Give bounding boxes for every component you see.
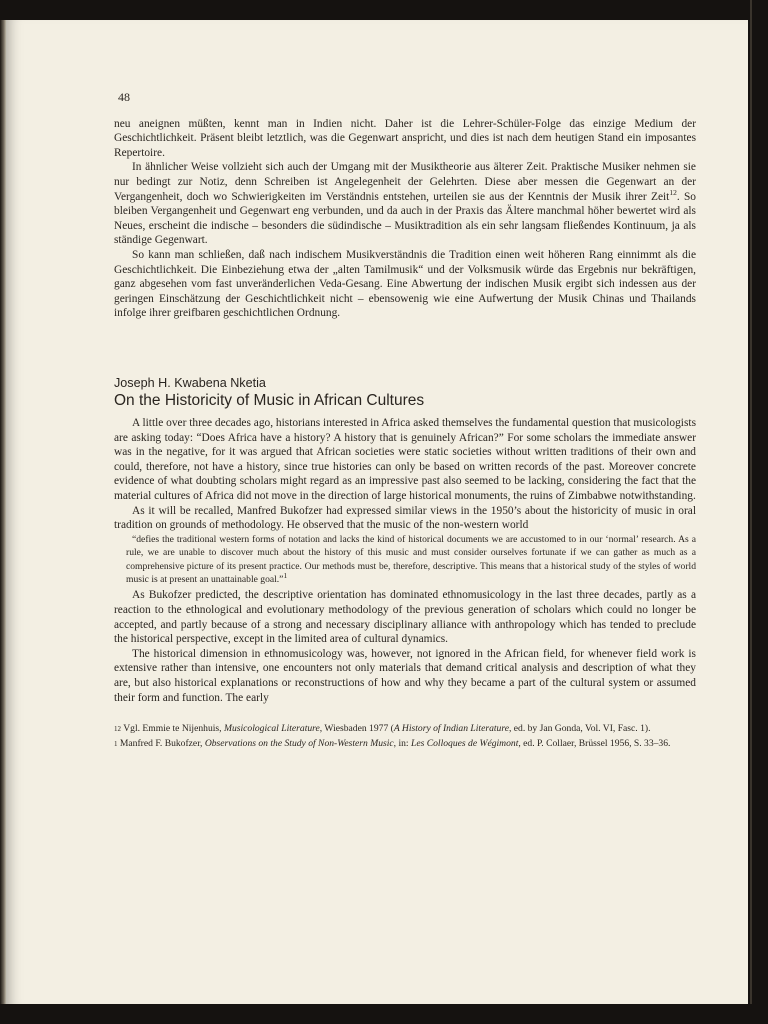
- block-quote: [126, 533, 696, 587]
- article-paragraph-4: The historical dimension in ethnomusicology was, however, not ignored in the African field, for whenever field work is extensive rather than intensive, one encounters not only materials that demand critical analysis and description of what they are, but also historical explanations or reconstructions of how and why they became a part of the cultural system or assumed their form and function. The early: [114, 647, 696, 704]
- block-quote-text: “defies the traditional western forms of notation and lacks the kind of historical documents we are accustomed to in our ‘normal’ research. As a rule, we are unable to discover much about the history of this music and must consider ourselves fortunate if we can gather as much as a comprehensive picture of its present practice. Our methods must be, therefore, descriptive. This means that a historical study of the styles of world music is at present an unattainable goal.”: [126, 533, 696, 586]
- article-author: Joseph H. Kwabena Nketia: [114, 375, 266, 390]
- footnote-12: [114, 723, 696, 735]
- article-paragraph-3: As Bukofzer predicted, the descriptive orientation has dominated ethnomusicology in the last three decades, partly as a reaction to the ethnological and evolutionary methodology of the previous generation of scholars which could no longer be accepted, and partly because of a strong and necessary disciplinary alliance with anthropology which has tended to preclude the historical perspective, except in the limited area of cultural dynamics.: [114, 589, 696, 646]
- footnote-text: , ed. by Jan Gonda, Vol. VI, Fasc. 1).: [508, 723, 651, 735]
- german-paragraph-2-text-b: . So bleiben Vergangenheit und Gegenwart eng verbunden, und da auch in der Praxis das Ältere manchmal höher bewertet wird als Neues, erscheint die indische – besonders die südindische – Musiktradition als ein sehr langsam fließendes Kontinuum, ja als ständige Gegenwart.: [114, 190, 697, 247]
- footnote-text: Manfred F. Bukofzer,: [117, 738, 205, 750]
- page-right-edge: [748, 0, 768, 1024]
- german-paragraph-3: So kann man schließen, daß nach indischem Musikverständnis die Tradition einen weit höheren Rang einnimmt als die Geschichtlichkeit. Die Einbeziehung etwa der „alten Tamilmusik“ und der Volksmusik würde das Ergebnis nur bekräftigen, ganz abgesehen vom fast unveränderlichen Veda-Gesang. Eine Abwertung der indischen Musik ergibt sich indessen aus der geringen Einschätzung der Geschichtlichkeit nicht – ebensowenig wie eine Aufwertung der Musik Chinas und Thailands infolge ihrer greifbaren geschichtlichen Ordnung.: [114, 248, 696, 320]
- footnote-1: [114, 738, 696, 750]
- footnote-text: , ed. P. Collaer, Brüssel 1956, S. 33–36.: [518, 738, 671, 750]
- footnote-mark: 12: [114, 725, 121, 734]
- page-content: [114, 68, 696, 753]
- footnote-ref-12[interactable]: 12: [669, 187, 677, 197]
- bottom-background-band: [0, 1004, 768, 1024]
- footnotes: [114, 723, 696, 750]
- footnote-text: Vgl. Emmie te Nijenhuis,: [121, 723, 224, 735]
- footnote-mark: 1: [114, 740, 118, 749]
- german-paragraph-2: [114, 160, 696, 248]
- article-paragraph-2: As it will be recalled, Manfred Bukofzer had expressed similar views in the 1950’s about the historicity of music in oral tradition on grounds of methodology. He observed that the music of the non-western world: [114, 504, 696, 532]
- footnote-series-title: A History of Indian Literature: [393, 723, 509, 735]
- article-paragraph-1: A little over three decades ago, historians interested in Africa asked themselves the fundamental question that musicologists are asking today: “Does Africa have a history? A history that is genuinely African?” For some scholars the immediate answer was in the negative, for it was argued that African societies were static societies without written traditions of their own and could, therefore, not have a history, since true histories can only be based on written records of the past. Moreover concrete evidence of what doubting scholars might regard as an impressive past also seemed to be lacking, considering the fact that the material cultures of Africa did not move in the direction of large historical monuments, the ruins of Zimbabwe notwithstanding.: [114, 417, 697, 503]
- german-paragraph-2-text-a: In ähnlicher Weise vollzieht sich auch der Umgang mit der Musiktheorie aus älterer Zeit. Praktische Musiker nehmen sie nur bedingt zur Notiz, denn Schreiben ist Angelegenheit der Gelehrten. Diese aber messen die Gegenwart an der Vergangenheit, doch wo Schwierigkeiten im Verständnis entstehen, urteilen sie aus der Kenntnis der Musik ihrer Zeit: [114, 161, 696, 203]
- german-paragraph-1: neu aneignen müßten, kennt man in Indien nicht. Daher ist die Lehrer-Schüler-Folge das einzige Medium der Geschichtlichkeit. Präsent bleibt letztlich, was die Gegenwart anspricht, und dies ist nach dem heutigen Stand ein imposantes Repertoire.: [114, 117, 696, 159]
- binding-line: [750, 0, 752, 1024]
- footnote-title: Observations on the Study of Non-Western Music: [204, 738, 394, 750]
- article-title: On the Historicity of Music in African Cultures: [114, 391, 425, 409]
- page-number: 48: [118, 90, 130, 104]
- footnote-title: Musicological Literature: [223, 723, 320, 735]
- footnote-series-title: Les Colloques de Wégimont: [410, 738, 519, 750]
- top-background-band: [0, 0, 768, 20]
- footnote-text: , in:: [393, 738, 411, 750]
- footnote-text: , Wiesbaden 1977 (: [319, 723, 394, 735]
- footnote-ref-1[interactable]: 1: [283, 570, 288, 580]
